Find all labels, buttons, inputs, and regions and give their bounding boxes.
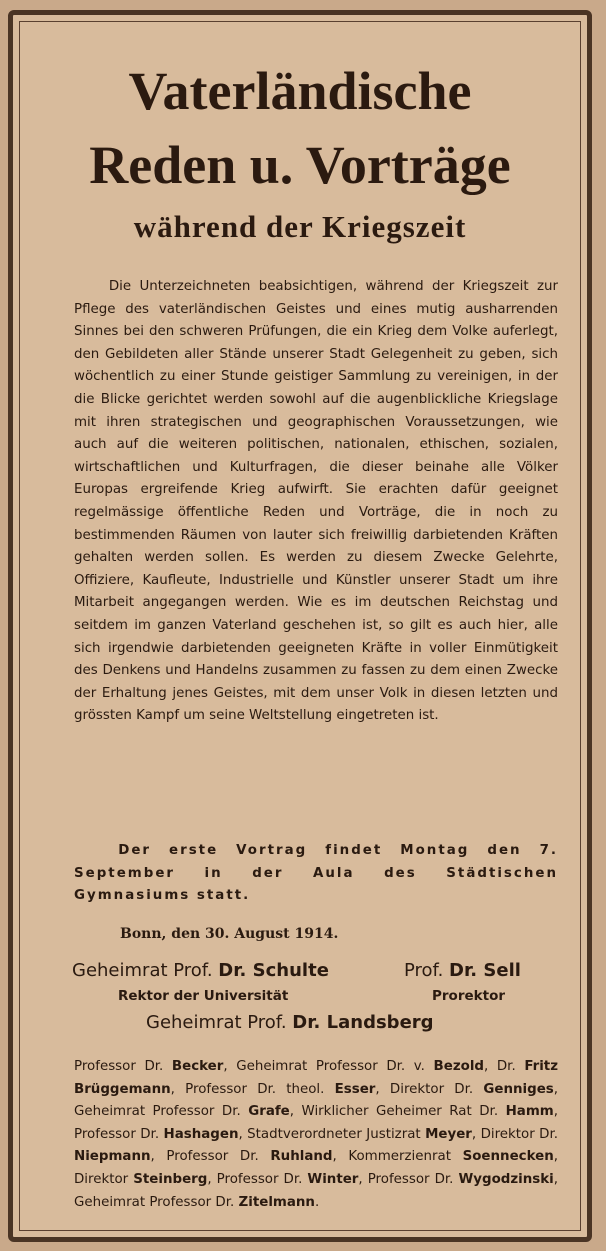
co-signatory-title: Direktor <box>74 1171 134 1187</box>
co-signatory-name: Hamm <box>505 1104 554 1120</box>
co-signatory-name: Esser <box>334 1081 376 1097</box>
co-signatory-name: Genniges <box>483 1081 554 1097</box>
co-signatory-name: Ruhland <box>270 1149 333 1165</box>
co-signatory-separator: , <box>238 1126 248 1142</box>
co-signatory-name: Steinberg <box>133 1171 208 1187</box>
co-signatory-separator: , <box>375 1081 390 1097</box>
co-signatory-name: Wygodzinski <box>458 1171 554 1187</box>
signatory-name: Dr. Schulte <box>218 960 329 981</box>
co-signatory-title: Professor Dr. <box>74 1059 172 1074</box>
co-signatory-title: Kommerzienrat <box>348 1149 463 1165</box>
signatory-name: Dr. Landsberg <box>292 1012 434 1033</box>
co-signatory-separator: , <box>150 1149 167 1165</box>
co-signatory-name: Bezold <box>433 1059 485 1074</box>
announcement-body: Die Unterzeichneten beabsichtigen, während der Kriegszeit zur Pflege des vaterländischen Geistes und eines mutig ausharrenden Sinnes bei den schweren Prüfungen, die ein Krieg dem Volke auferlegt, den Gebildeten aller Stände unserer Stadt Gelegenheit zu geben, sich wöchentlich zu einer Stunde geistiger Sammlung zu vereinigen, in der die Blicke gerichtet werden sowohl auf die augenblickliche Kriegslage mit ihren strategischen und geographischen Voraussetzungen, wie auch auf die weiteren politischen, nationalen, ethischen, sozialen, wirtschaftlichen und Kulturfragen, die dieser beinahe alle Völker Europas ergreifende Krieg aufwirft. Sie erachten dafür geeignet regelmässige öffentliche Reden und Vorträge, die in noch zu bestimmenden Räumen von lauter sich freiwillig darbietenden Kräften gehalten werden sollen. Es werden zu diesem Zwecke Gelehrte, Offiziere, Kaufleute, Industrielle und Künstler unserer Stadt um ihre Mitarbeit angegangen werden. Wie es im deutschen Reichstag und seitdem im ganzen Vaterland geschehen ist, so gilt es auch hier, alle sich irgendwie darbietenden geeigneten Kräfte in voller Einmütigkeit des Denkens und Handelns zusammen zu fassen zu dem einen Zwecke der Erhaltung jenes Geistes, mit dem unser Volk in diesen letzten und grössten Kampf um seine Weltstellung eingetreten ist. <box>74 279 558 724</box>
co-signatory-title: Stadtverordneter Justizrat <box>247 1126 426 1142</box>
signatory-landsberg <box>146 1012 434 1033</box>
signatory-schulte-role: Rektor der Universität <box>118 988 289 1004</box>
co-signatory-separator: . <box>314 1194 320 1210</box>
signatory-name: Dr. Sell <box>449 960 521 981</box>
co-signatory-name: Meyer <box>425 1126 472 1142</box>
co-signatory-name: Soennecken <box>462 1149 554 1165</box>
co-signatory-separator: , <box>553 1081 559 1097</box>
co-signatory-name: Fritz Brüggemann <box>74 1059 559 1097</box>
co-signatory-separator: , <box>332 1149 349 1165</box>
co-signatory-title: Professor Dr. theol. <box>185 1081 335 1097</box>
announcement-frame <box>8 10 592 1242</box>
signatory-prefix: Prof. <box>404 960 444 981</box>
first-lecture-note: Der erste Vortrag findet Montag den 7. September in der Aula des Städtischen Gymnasiums statt. <box>74 843 558 904</box>
co-signatory-name: Zitelmann <box>238 1194 315 1210</box>
signatory-sell-role: Prorektor <box>432 988 506 1004</box>
signatory-sell <box>404 960 521 981</box>
co-signatory-name: Grafe <box>248 1104 290 1120</box>
co-signatory-separator: , <box>553 1104 558 1120</box>
co-signatory-separator: , <box>358 1171 368 1187</box>
signatory-prefix: Geheimrat Prof. <box>72 960 213 981</box>
signatory-prefix: Geheimrat Prof. <box>146 1012 287 1033</box>
place-date: Bonn, den 30. August 1914. <box>120 926 339 942</box>
co-signatory-separator: , <box>484 1059 497 1074</box>
co-signatory-title: Professor Dr. <box>166 1149 271 1165</box>
co-signatory-name: Hashagen <box>163 1126 239 1142</box>
co-signatory-separator: , <box>170 1081 186 1097</box>
headline-line-1: Vaterländische <box>128 61 472 121</box>
co-signatory-title: Geheimrat Professor Dr. v. <box>236 1059 434 1074</box>
co-signatories-list <box>74 1056 558 1214</box>
co-signatory-name: Niepmann <box>74 1149 151 1165</box>
signatory-schulte <box>72 960 329 981</box>
co-signatory-name: Becker <box>171 1059 224 1074</box>
co-signatory-title: Wirklicher Geheimer Rat Dr. <box>301 1104 506 1120</box>
co-signatory-name: Winter <box>307 1171 359 1187</box>
co-signatory-separator: , <box>207 1171 217 1187</box>
co-signatory-title: Direktor Dr. <box>389 1081 484 1097</box>
headline-line-2: Reden u. Vorträge <box>89 135 511 195</box>
co-signatory-separator: , <box>553 1149 559 1165</box>
co-signatory-title: Geheimrat Professor Dr. <box>74 1104 249 1120</box>
co-signatory-title: Dr. <box>496 1059 525 1074</box>
co-signatory-title: Professor Dr. <box>74 1126 164 1142</box>
co-signatory-separator: , <box>553 1171 559 1187</box>
subheadline: während der Kriegszeit <box>133 209 467 244</box>
co-signatory-title: Direktor Dr. <box>480 1126 558 1142</box>
co-signatory-separator: , <box>471 1126 481 1142</box>
co-signatory-separator: , <box>289 1104 302 1120</box>
co-signatory-title: Geheimrat Professor Dr. <box>74 1194 239 1210</box>
co-signatory-title: Professor Dr. <box>216 1171 308 1187</box>
inner-rule <box>19 21 581 1231</box>
co-signatory-separator: , <box>223 1059 237 1074</box>
co-signatory-title: Professor Dr. <box>367 1171 459 1187</box>
